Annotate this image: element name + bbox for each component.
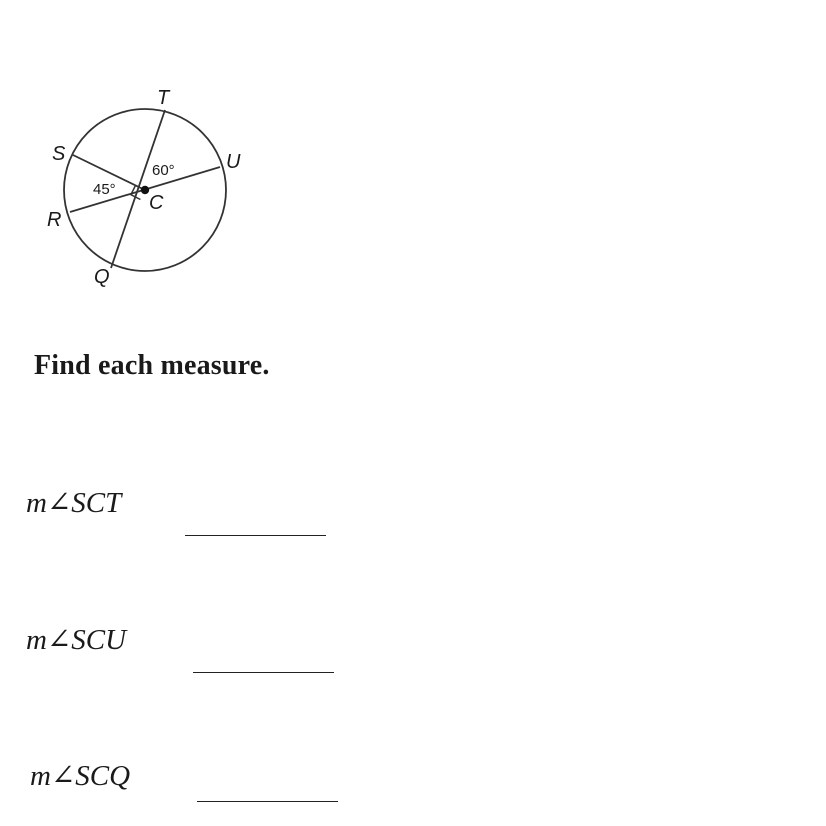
angle-label-scr: 45° xyxy=(93,181,116,198)
label-r: R xyxy=(47,209,62,231)
question-label-scq: m∠SCQ xyxy=(30,760,131,792)
answer-blank-scq[interactable] xyxy=(197,801,338,802)
label-u: U xyxy=(226,151,241,173)
circle-diagram xyxy=(0,0,300,300)
answer-blank-scu[interactable] xyxy=(193,672,334,673)
label-s: S xyxy=(52,143,66,165)
question-label-sct: m∠SCT xyxy=(26,487,122,519)
answer-blank-sct[interactable] xyxy=(185,535,326,536)
label-q: Q xyxy=(94,266,110,288)
diameter-tq xyxy=(111,110,165,268)
label-t: T xyxy=(157,87,170,109)
label-c: C xyxy=(149,192,164,214)
instruction-heading: Find each measure. xyxy=(34,350,270,381)
question-label-scu: m∠SCU xyxy=(26,624,127,656)
angle-label-tcu: 60° xyxy=(152,162,175,179)
center-point xyxy=(141,186,149,194)
